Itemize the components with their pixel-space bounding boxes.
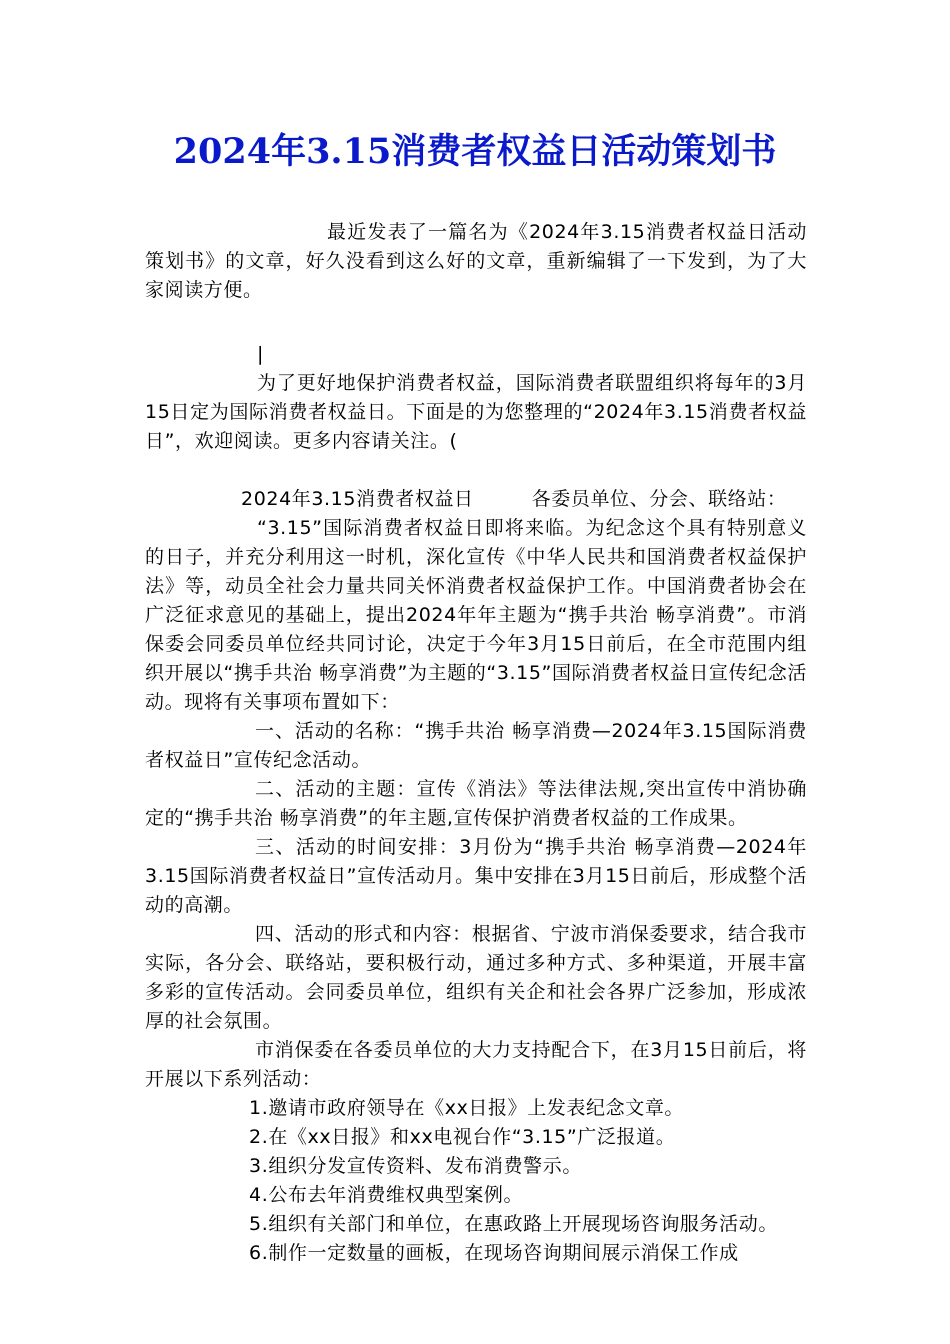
document-title: 2024年3.15消费者权益日活动策划书 [173, 131, 777, 172]
activity-item: 3.组织分发宣传资料、发布消费警示。 [249, 1155, 582, 1177]
section-4-format: 四、活动的形式和内容：根据省、宁波市消保委要求，结合我市实际，各分会、联络站，要积极行动，通过多种方式、多种渠道，开展丰富多彩的宣传活动。会同委员单位，组织有关企和社会各界广泛参加，形成浓厚的社会氛围。 [145, 923, 807, 1032]
lead-paragraph: 为了更好地保护消费者权益，国际消费者联盟组织将每年的3月15日定为国际消费者权益日。下面是的为您整理的“2024年3.15消费者权益日”，欢迎阅读。更多内容请关注。( [145, 372, 807, 452]
salutation: 各委员单位、分会、联络站： [531, 488, 787, 510]
activities-intro: 市消保委在各委员单位的大力支持配合下，在3月15日前后，将开展以下系列活动： [145, 1039, 807, 1090]
section-2-theme: 二、活动的主题：宣传《消法》等法律法规,突出宣传中消协确定的“携手共治 畅享消费”的年主题,宣传保护消费者权益的工作成果。 [145, 778, 807, 829]
section-1-name: 一、活动的名称：“携手共治 畅享消费—2024年3.15国际消费者权益日”宣传纪念活动。 [145, 720, 807, 771]
intro-paragraph: 最近发表了一篇名为《2024年3.15消费者权益日活动策划书》的文章，好久没看到这么好的文章，重新编辑了一下发到，为了大家阅读方便。 [145, 221, 807, 301]
activity-item: 4.公布去年消费维权典型案例。 [249, 1184, 524, 1206]
paragraph: “3.15”国际消费者权益日即将来临。为纪念这个具有特别意义的日子，并充分利用这一时机，深化宣传《中华人民共和国消费者权益保护法》等，动员全社会力量共同关怀消费者权益保护工作。中国消费者协会在广泛征求意见的基础上，提出2024年年主题为“携手共治 畅享消费”。市消保委会同委员单位经共同讨论，决定于今年3月15日前后，在全市范围内组织开展以“携手共治 畅享消费”为主题的“3.15”国际消费者权益日宣传纪念活动。现将有关事项布置如下： [145, 517, 807, 713]
text-cursor-mark: | [257, 343, 265, 365]
salutation-line [145, 485, 807, 514]
section-3-schedule: 三、活动的时间安排：3月份为“携手共治 畅享消费—2024年3.15国际消费者权益日”宣传活动月。集中安排在3月15日前后，形成整个活动的高潮。 [145, 836, 807, 916]
document-body [145, 218, 807, 1268]
activity-item: 6.制作一定数量的画板，在现场咨询期间展示消保工作成 [249, 1242, 739, 1264]
activity-item: 2.在《xx日报》和xx电视台作“3.15”广泛报道。 [249, 1126, 676, 1148]
activity-item: 1.邀请市政府领导在《xx日报》上发表纪念文章。 [249, 1097, 685, 1119]
event-heading: 2024年3.15消费者权益日 [241, 488, 474, 510]
activity-item: 5.组织有关部门和单位，在惠政路上开展现场咨询服务活动。 [249, 1213, 778, 1235]
